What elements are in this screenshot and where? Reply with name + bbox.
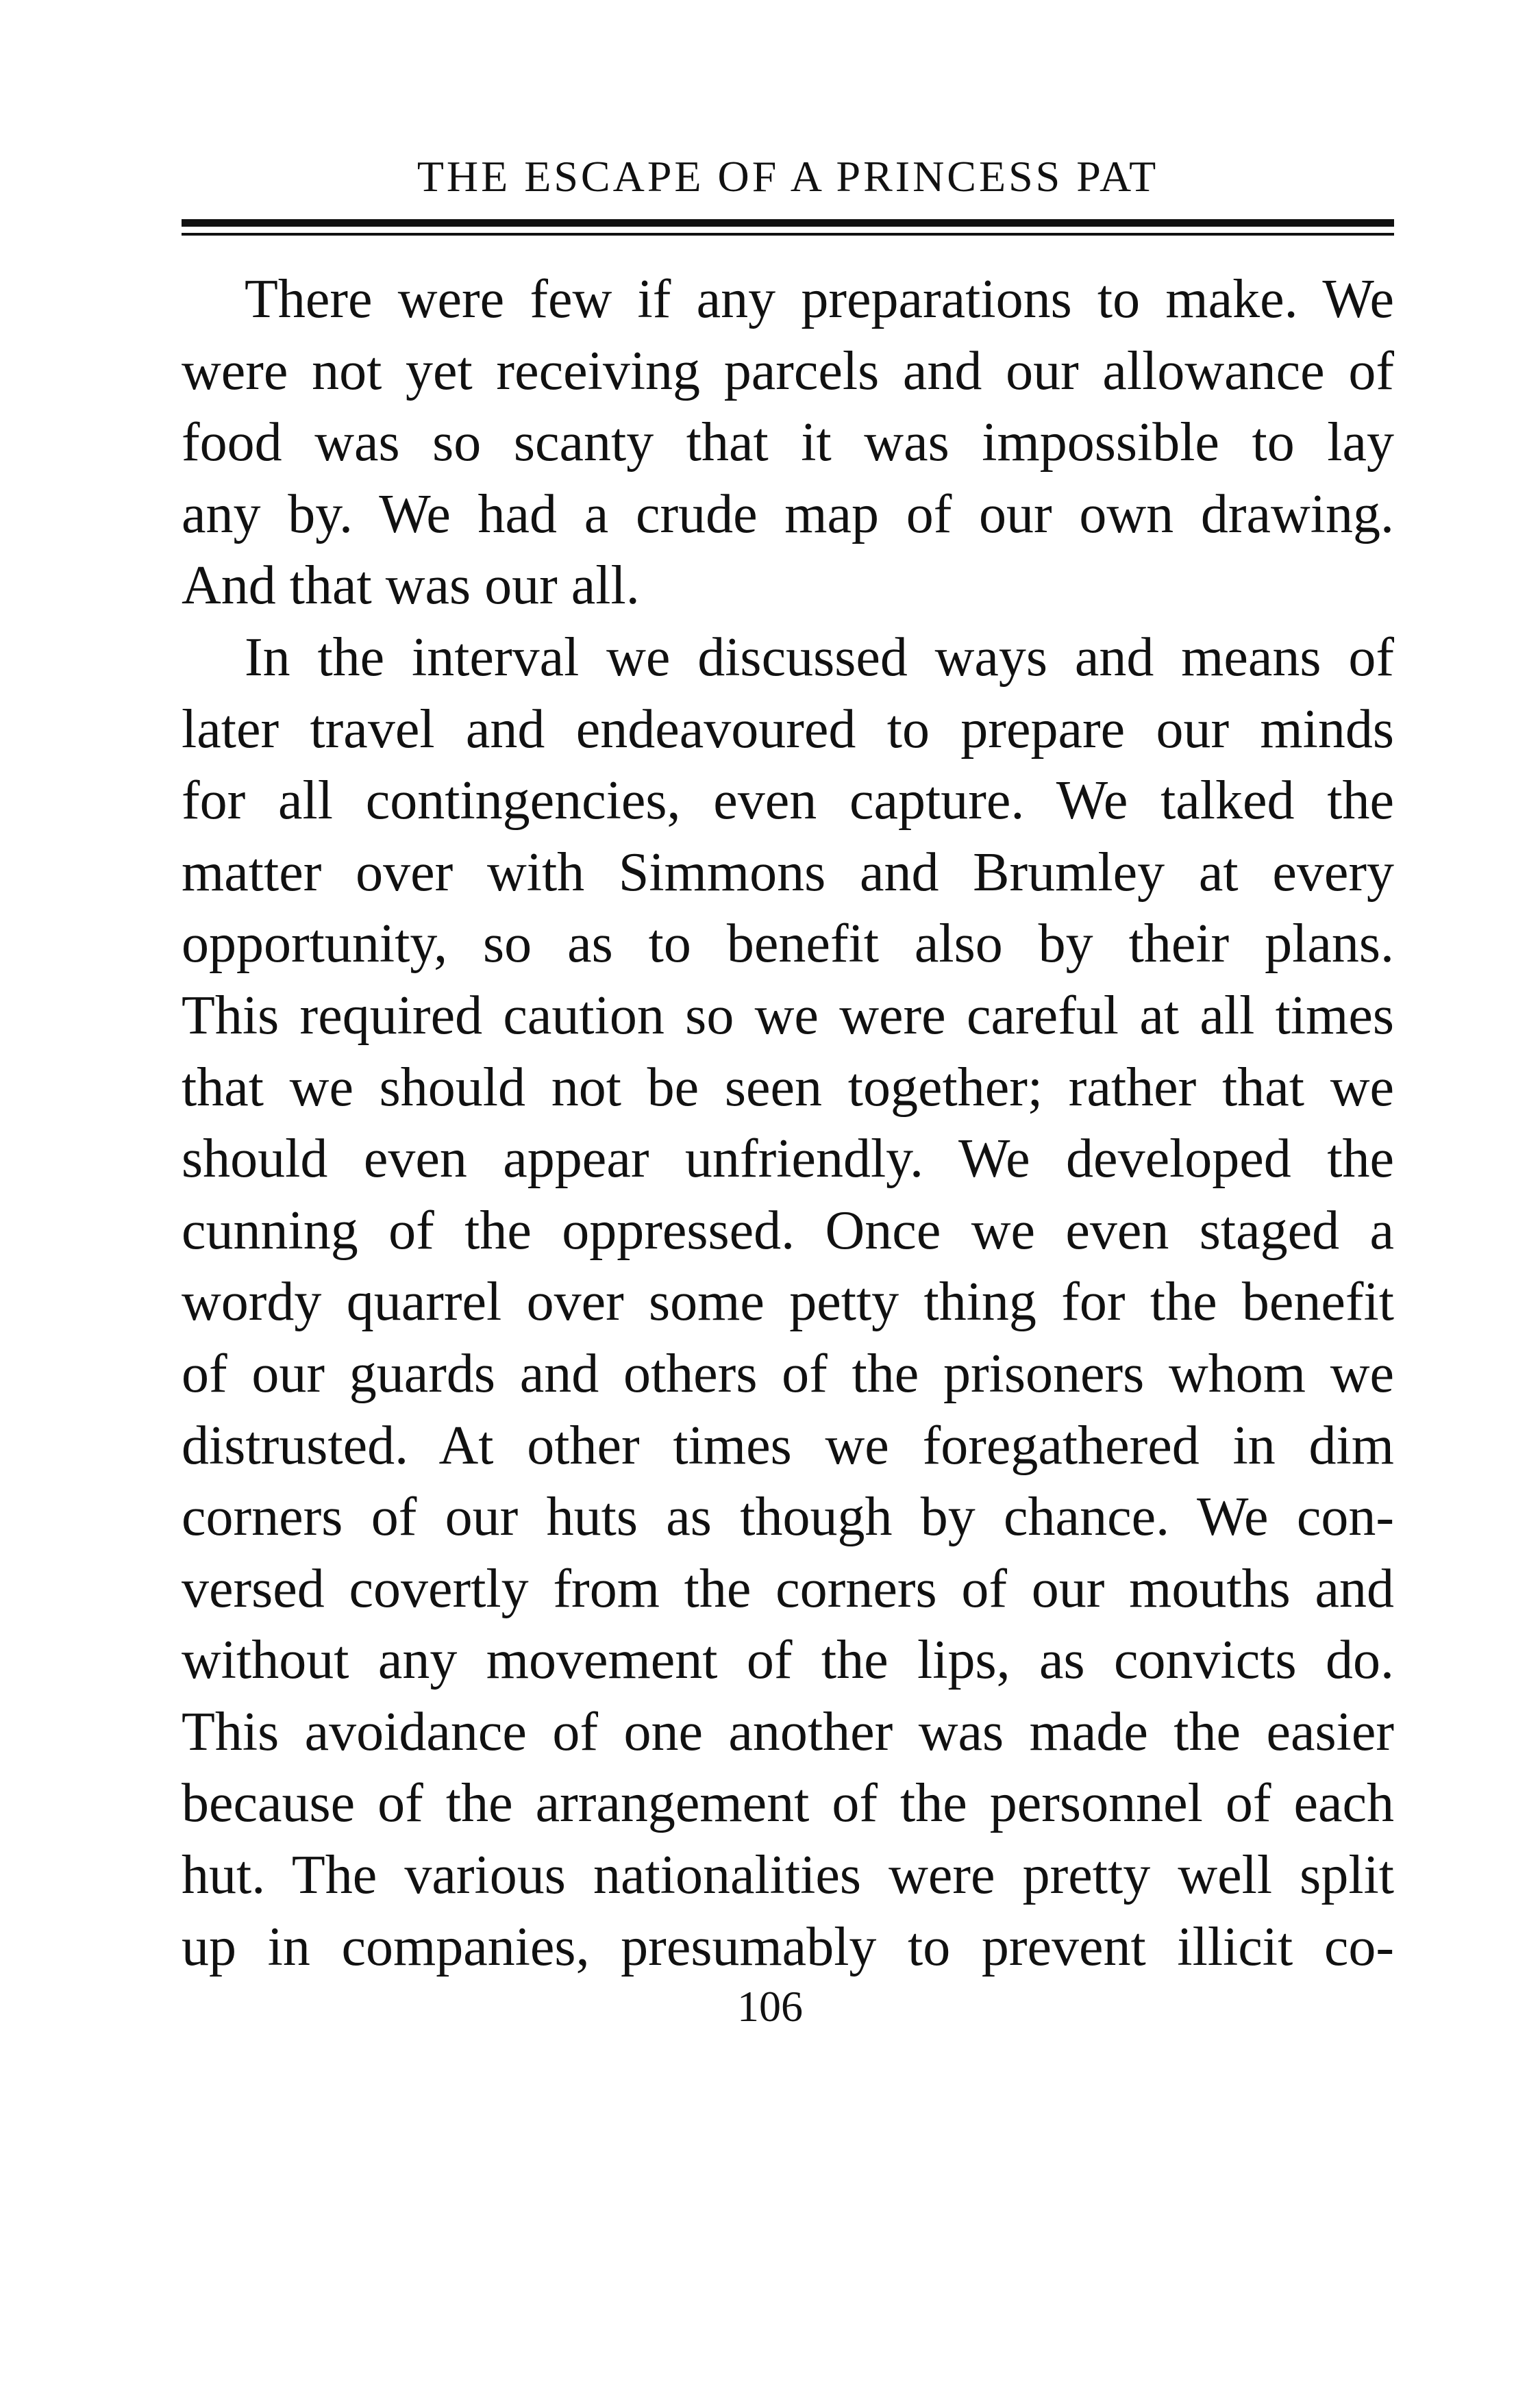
text-line: wordy quarrel over some petty thing for the benefit <box>182 1272 1394 1333</box>
text-line: were not yet receiving parcels and our allowance of <box>182 340 1394 401</box>
text-line: And that was our all. <box>182 555 640 616</box>
text-line: for all contingencies, even capture. We talked the <box>182 770 1394 831</box>
text-line: later travel and endeavoured to prepare our minds <box>182 699 1394 760</box>
text-line: This required caution so we were careful at all times <box>182 985 1394 1046</box>
text-line: cunning of the oppressed. Once we even staged a <box>182 1200 1394 1261</box>
text-line: matter over with Simmons and Brumley at every <box>182 842 1394 903</box>
text-line: corners of our huts as though by chance. We con- <box>182 1487 1394 1548</box>
text-line: hut. The various nationalities were pretty well split <box>182 1845 1394 1906</box>
text-line: without any movement of the lips, as convicts do. <box>182 1630 1394 1691</box>
text-line: should even appear unfriendly. We developed the <box>182 1129 1394 1190</box>
text-line: In the interval we discussed ways and means of <box>245 627 1394 688</box>
text-line: because of the arrangement of the personnel of each <box>182 1773 1394 1834</box>
header-rule-thick <box>182 219 1394 227</box>
text-line: This avoidance of one another was made the easier <box>182 1701 1394 1762</box>
page-number: 106 <box>737 1982 803 2031</box>
text-line: There were few if any preparations to make. We <box>245 269 1394 329</box>
text-line: versed covertly from the corners of our mouths and <box>182 1558 1394 1619</box>
text-line: distrusted. At other times we foregathered in dim <box>182 1415 1394 1476</box>
text-line: any by. We had a crude map of our own drawing. <box>182 484 1394 544</box>
text-line: up in companies, presumably to prevent illicit co- <box>182 1916 1394 1977</box>
header-rule-thin <box>182 233 1394 236</box>
text-line: opportunity, so as to benefit also by their plans. <box>182 914 1394 975</box>
text-line: that we should not be seen together; rather that we <box>182 1057 1394 1118</box>
running-head: THE ESCAPE OF A PRINCESS PAT <box>417 152 1159 201</box>
text-line: of our guards and others of the prisoners whom we <box>182 1343 1394 1404</box>
body-text <box>182 264 1394 1983</box>
text-line: food was so scanty that it was impossible to lay <box>182 412 1394 473</box>
